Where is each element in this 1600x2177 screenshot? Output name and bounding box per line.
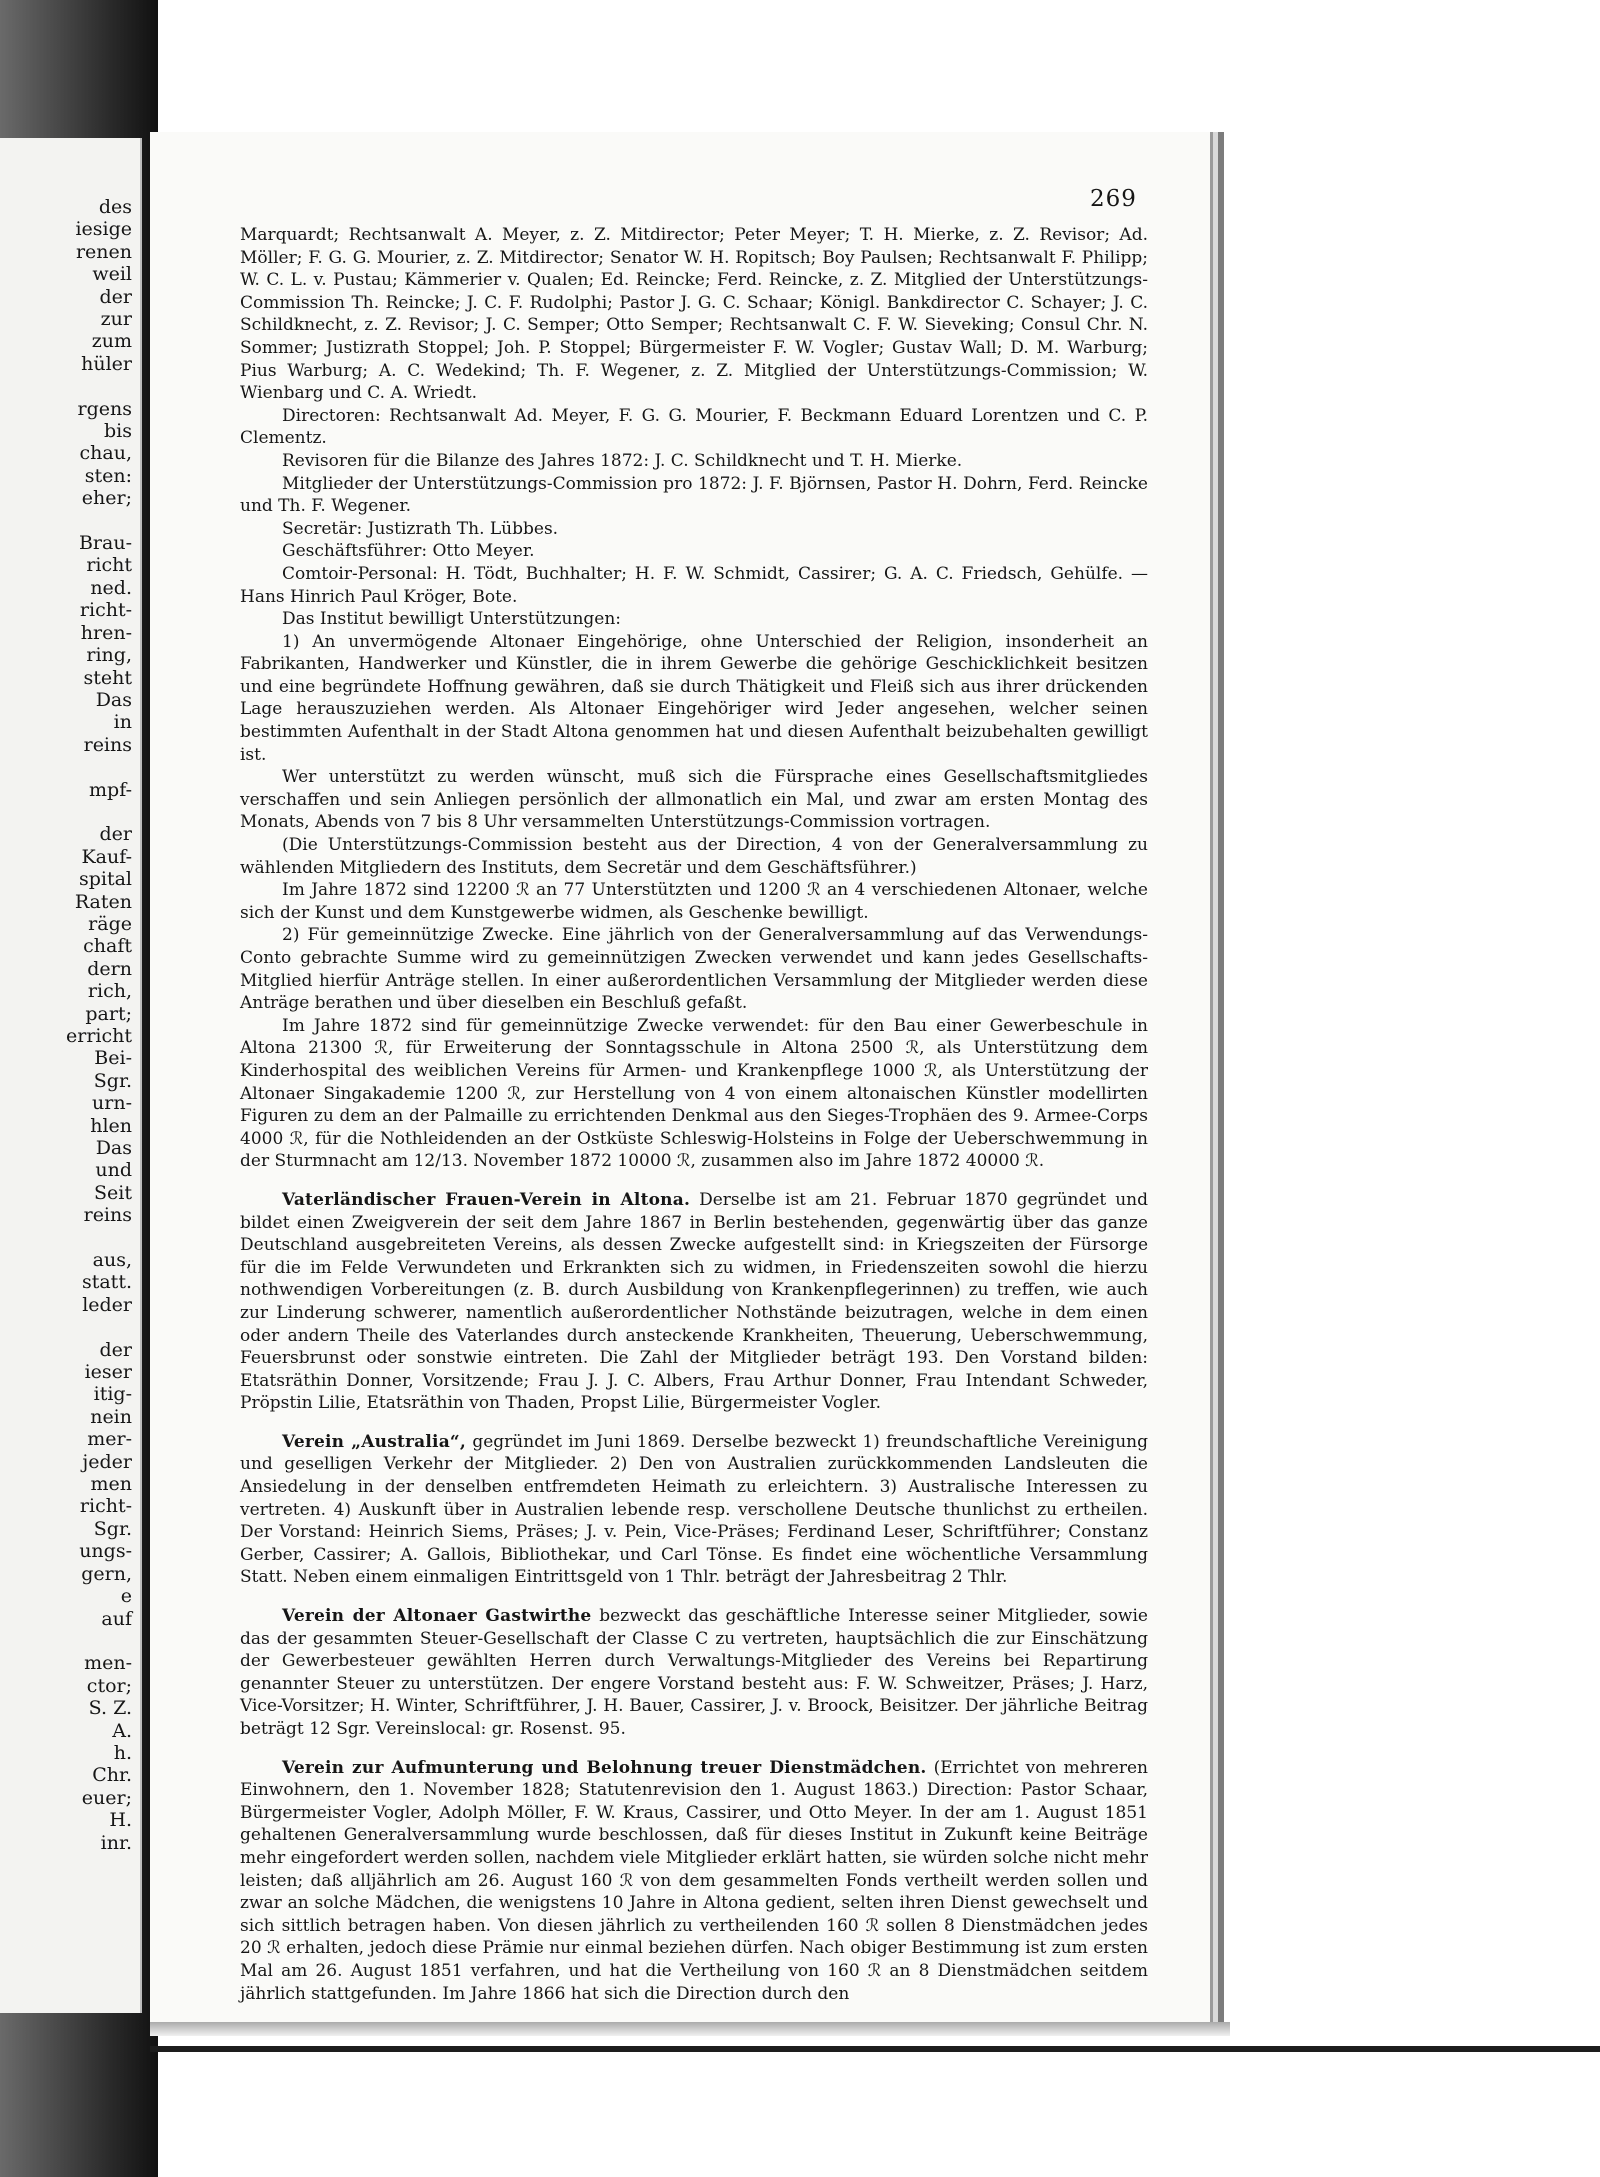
left-page-line: urn-	[92, 1092, 132, 1115]
paragraph-commission: Mitglieder der Unterstützungs-Commission pro 1872: J. F. Björnsen, Pastor H. Dohrn, Ferd. Reincke und Th. F. Wegener.	[240, 473, 1148, 517]
left-page-line: sten:	[84, 464, 132, 487]
left-page-line: rgens	[77, 397, 132, 420]
left-page-line: ned.	[90, 576, 132, 599]
left-page-line: ring,	[86, 644, 132, 667]
left-page-line: zum	[91, 330, 132, 353]
paragraph-application: Wer unterstützt zu werden wünscht, muß sich die Fürsprache eines Gesellschaftsmitgliedes verschaffen und sein Anliegen persönlich der allmonatlich ein Mal, und zwar am ersten Montag des Monats, Abends von 7 bis 8 Uhr versammelten Unterstützungs-Commission vortragen.	[240, 767, 1148, 833]
left-page-line: renen	[75, 240, 132, 263]
paragraph-office-staff: Comtoir-Personal: H. Tödt, Buchhalter; H. F. W. Schmidt, Cassirer; G. A. C. Friedsch, Gehülfe. — Hans Hinrich Paul Kröger, Bote.	[240, 563, 1148, 607]
left-page-line: men-	[84, 1652, 132, 1675]
left-page-line: rich,	[87, 980, 132, 1003]
section-verein-australia: Verein „Australia“, gegründet im Juni 1869. Derselbe bezweckt 1) freundschaftliche Vereinigung und geselligen Verkehr der Mitglieder. 2) Den von Australien zurückkommenden Landsleuten die Ansiedelung in der denselben entfremdeten Heimath zu erleichtern. 3) Australische Interessen zu vertreten. 4) Auskunft über in Australien lebende resp. verschollene Deutsche thunlichst zu ertheilen. Der Vorstand: Heinrich Siems, Präses; J. v. Pein, Vice-Präses; Ferdinand Leser, Schriftführer; Constanz Gerber, Cassirer; A. Gallois, Bibliothekar, und Carl Tönse. Es findet eine wöchentliche Versammlung Statt. Neben einem einmaligen Eintrittsgeld von 1 Thlr. beträgt der Jahresbeitrag 2 Thlr.	[240, 1431, 1149, 1588]
left-page-line: h.	[113, 1741, 132, 1764]
left-page-line: part;	[85, 1002, 132, 1025]
left-page-line: des	[98, 196, 132, 218]
left-page-line: leder	[82, 1293, 132, 1316]
paragraph-support-intro: Das Institut bewilligt Unterstützungen:	[282, 609, 622, 630]
left-page-line: men	[90, 1473, 132, 1496]
left-page-line: S. Z.	[88, 1697, 132, 1720]
left-page-line: Sgr.	[93, 1517, 132, 1540]
left-page-line: ungs-	[79, 1540, 132, 1563]
page-body-text	[240, 224, 1148, 2005]
left-page-line: H.	[109, 1809, 132, 1832]
left-page-line: hüler	[81, 352, 132, 375]
left-page-line: chaft	[83, 935, 132, 958]
left-page-line: zur	[100, 308, 132, 331]
left-page-line: der	[99, 823, 132, 846]
paragraph-members-list: Marquardt; Rechtsanwalt A. Meyer, z. Z. Mitdirector; Peter Meyer; T. H. Mierke, z. Z. Revisor; Ad. Möller; F. G. G. Mourier, z. Z. Mitdirector; Senator W. H. Ropitsch; Boy Paulsen; Rechtsanwalt F. Philipp; W. C. L. v. Pustau; Kämmerier v. Qualen; Ed. Reincke; Ferd. Reincke, z. Z. Mitglied der Unterstützungs-Commission Th. Reincke; J. C. F. Rudolphi; Pastor J. G. C. Schaar; Königl. Bankdirector C. Schayer; J. C. Schildknecht, z. Z. Revisor; J. C. Semper; Otto Semper; Rechtsanwalt C. F. W. Sieveking; Consul Chr. N. Sommer; Justizrath Stoppel; Joh. P. Stoppel; Bürgermeister F. W. Vogler; Gustav Wall; D. M. Warburg; Pius Warburg; A. C. Wedekind; Th. F. Wegener, z. Z. Mitglied der Unterstützungs-Commission; W. Wienbarg und C. A. Wriedt.	[240, 225, 1148, 404]
left-page-line	[0, 756, 132, 778]
section-dienstmaedchen: Verein zur Aufmunterung und Belohnung treuer Dienstmädchen. (Errichtet von mehreren Einwohnern, den 1. November 1828; Statutenrevision den 1. August 1863.) Direction: Pastor Schaar, Bürgermeister Vogler, Adolph Möller, F. W. Kraus, Cassirer, und Otto Meyer. In der am 1. August 1851 gehaltenen Generalversammlung wurde beschlossen, daß für dieses Institut in Zukunft keine Beiträge mehr eingefordert werden sollen, nachdem viele Mitglieder erklärt hatten, sie würden solche nicht mehr leisten; daß alljährlich am 26. August 160 ℛ︀ von dem gesammelten Fonds vertheilt werden sollen und zwar an solche Mädchen, die wenigstens 10 Jahre in Altona gedient, selten ihren Dienst gewechselt und sich sittlich betragen haben. Von diesen jährlich zu vertheilenden 160 ℛ︀ sollen 8 Dienstmädchen jedes 20 ℛ︀ erhalten, jedoch diese Prämie nur einmal beziehen dürfen. Nach obiger Bestimmung ist zum ersten Mal am 26. August 1851 verfahren, und hat die Vertheilung von 160 ℛ︀ an 8 Dienstmädchen seitdem jährlich stattgefunden. Im Jahre 1866 hat sich die Direction durch den	[240, 1757, 1148, 2004]
left-page-line: räge	[88, 912, 132, 935]
left-page-line: Das	[95, 1137, 132, 1159]
left-page-line: euer;	[81, 1786, 132, 1809]
left-page-line: richt	[86, 554, 132, 577]
left-page-line: reins	[83, 733, 132, 756]
left-page-line	[0, 1316, 132, 1338]
left-page-line: weil	[92, 263, 132, 286]
paragraph-secretary: Secretär: Justizrath Th. Lübbes.	[282, 518, 559, 539]
section-gastwirthe: Verein der Altonaer Gastwirthe bezweckt das geschäftliche Interesse seiner Mitglieder, sowie das der gesammten Steuer-Gesellschaft der Classe C zu vertreten, hauptsächlich die zur Einschätzung der Gewerbesteuer gewählten Herren durch Verwaltungs-Mitglieder des Vereins bei Repartirung genannter Steuer zu unterstützen. Der engere Vorstand besteht aus: F. W. Schweitzer, Präses; J. Harz, Vice-Vorsitzer; H. Winter, Schriftführer, J. H. Bauer, Cassirer, J. v. Broock, Beisitzer. Der jährliche Beitrag beträgt 12 Sgr. Vereinslocal: gr. Rosenst. 95.	[240, 1606, 1148, 1739]
left-page-line: mer-	[87, 1428, 132, 1451]
left-page-line: Brau-	[78, 532, 132, 555]
paragraph-support-2: 2) Für gemeinnützige Zwecke. Eine jährlich von der Generalversammlung auf das Verwendungs-Conto gebrachte Summe wird zu gemeinnützigen Zwecken verwendet und kann jedes Gesellschafts-Mitglied hierfür Anträge stellen. In einer außerordentlichen Versammlung der Mitglieder werden diese Anträge berathen und über dieselben ein Beschluß gefaßt.	[240, 925, 1148, 1014]
left-page-line: dern	[87, 957, 132, 980]
left-page-line: eher;	[81, 487, 132, 510]
left-page-line: Bei-	[94, 1047, 132, 1070]
left-page-line: nein	[90, 1405, 132, 1428]
left-page-line	[0, 375, 132, 397]
left-page-line: itig-	[93, 1383, 132, 1406]
left-page-line: der	[99, 285, 132, 308]
left-page-line: gern,	[81, 1562, 132, 1585]
left-page-line: iesige	[75, 218, 132, 241]
paragraph-1872-grants: Im Jahre 1872 sind 12200 ℛ︀ an 77 Unterstützten und 1200 ℛ︀ an 4 verschiedenen Altonaer, welche sich der Kunst und dem Kunstgewerbe widmen, als Geschenke bewilligt.	[240, 880, 1148, 923]
left-page-line	[0, 1630, 132, 1652]
left-page-line: in	[113, 711, 132, 734]
left-page-line: ieser	[84, 1361, 132, 1384]
left-page-line	[0, 510, 132, 532]
page-number: 269	[1090, 186, 1137, 212]
paragraph-directors: Directoren: Rechtsanwalt Ad. Meyer, F. G. G. Mourier, F. Beckmann Eduard Lorentzen und C. P. Clementz.	[240, 405, 1148, 449]
left-page-line: inr.	[100, 1831, 132, 1854]
paragraph-commission-note: (Die Unterstützungs-Commission besteht aus der Direction, 4 von der Generalversammlung zu wählenden Mitgliedern des Instituts, dem Secretär und dem Geschäftsführer.)	[240, 835, 1148, 878]
left-page-line: chau,	[79, 442, 132, 465]
left-page-line: e	[120, 1585, 132, 1608]
paragraph-1872-purposes: Im Jahre 1872 sind für gemeinnützige Zwecke verwendet: für den Bau einer Gewerbeschule in Altona 21300 ℛ︀, für Erweiterung der Sonntagsschule in Altona 2500 ℛ︀, als Unterstützung dem Kinderhospital des weiblichen Vereins für Armen- und Krankenpflege 1000 ℛ︀, als Unterstützung der Altonaer Singakademie 1200 ℛ︀, zur Herstellung von 4 von einem altonaischen Künstler modellirten Figuren zu dem an der Palmaille zu errichtenden Denkmal aus den Sieges-Trophäen des 9. Armee-Corps 4000 ℛ︀, für die Nothleidenden an der Ostküste Schleswig-Holsteins in Folge der Ueberschwemmung in der Sturmnacht am 12/13. November 1872 10000 ℛ︀, zusammen also im Jahre 1872 40000 ℛ︀.	[240, 1015, 1148, 1172]
left-page-line: Sgr.	[93, 1069, 132, 1092]
left-page-line: Raten	[74, 890, 132, 913]
left-page-line-ends	[0, 196, 132, 1854]
page-bottom-edge	[150, 2022, 1230, 2036]
left-page-line: auf	[101, 1607, 132, 1630]
section-frauen-verein: Vaterländischer Frauen-Verein in Altona. Derselbe ist am 21. Februar 1870 gegründet und bildet einen Zweigverein der seit dem Jahre 1867 in Berlin bestehenden, gegenwärtig über das ganze Deutschland ausgebreiteten Vereins, als dessen Zwecke aufgestellt sind: in Kriegszeiten der Fürsorge für die im Felde Verwundeten und Erkrankten sich zu widmen, in Friedenszeiten sowohl die hierzu nothwendigen Vorbereitungen (z. B. durch Ausbildung von Krankenpflegerinnen) zu treffen, wie auch zur Linderung schwerer, namentlich außerordentlicher Nothstände beizutragen, welche in dem einen oder andern Theile des Vaterlandes durch ansteckende Krankheiten, Theuerung, Ueberschwemmung, Feuersbrunst oder sonstwie eintreten. Die Zahl der Mitglieder beträgt 193. Den Vorstand bilden: Etatsräthin Donner, Vorsitzende; Frau J. J. C. Albers, Frau Arthur Donner, Frau Intendant Schweder, Pröpstin Lilie, Etatsräthin von Thaden, Propst Lilie, Bürgermeister Vogler.	[240, 1189, 1149, 1414]
left-page-line: Kauf-	[81, 845, 132, 868]
left-page-line: spital	[78, 868, 132, 891]
left-page-line: der	[99, 1338, 132, 1361]
left-page-line: bis	[104, 420, 132, 443]
paragraph-support-1: 1) An unvermögende Altonaer Eingehörige, ohne Unterschied der Religion, insonderheit an Fabrikanten, Handwerker und Künstler, die in ihrem Gewerbe die gehörige Geschicklichkeit besitzen und eine begründete Hoffnung gewähren, daß sie durch Thätigkeit und Fleiß sich aus ihrer drückenden Lage herauszuziehen werden. Als Altonaer Eingehöriger wird Jeder angesehen, welcher seinen bestimmten Aufenthalt in der Stadt Altona genommen hat und diesen Aufenthalt beizubehalten gewilligt ist.	[240, 631, 1148, 765]
scanner-bottom-rule	[150, 2046, 1600, 2052]
left-page-line: Chr.	[92, 1764, 132, 1787]
left-page-line: steht	[83, 666, 132, 689]
left-page-fragment	[0, 138, 142, 2013]
left-page-line: ctor;	[86, 1674, 132, 1697]
left-page-line: jeder	[82, 1450, 132, 1473]
left-page-line: aus,	[92, 1249, 132, 1272]
left-page-line: und	[95, 1159, 132, 1182]
left-page-line	[0, 801, 132, 823]
left-page-line: statt.	[81, 1271, 132, 1294]
left-page-line	[0, 1227, 132, 1249]
left-page-line: erricht	[66, 1024, 132, 1047]
section-heading: Vaterländischer Frauen-Verein in Altona.	[282, 1189, 691, 1210]
left-page-line: hlen	[90, 1114, 132, 1137]
left-page-line: hren-	[80, 621, 132, 644]
section-heading: Verein zur Aufmunterung und Belohnung treuer Dienstmädchen.	[282, 1757, 927, 1778]
left-page-line: reins	[83, 1204, 132, 1227]
left-page-line: Das	[95, 688, 132, 711]
left-page-line: mpf-	[89, 778, 132, 801]
paragraph-auditors: Revisoren für die Bilanze des Jahres 1872: J. C. Schildknecht und T. H. Mierke.	[282, 450, 963, 471]
left-page-line: richt-	[79, 1495, 132, 1518]
paragraph-manager: Geschäftsführer: Otto Meyer.	[282, 541, 535, 562]
left-page-line: A.	[112, 1719, 132, 1742]
left-page-line: Seit	[94, 1181, 132, 1204]
left-page-line: richt-	[79, 599, 132, 622]
section-heading: Verein der Altonaer Gastwirthe	[282, 1606, 592, 1627]
section-heading: Verein „Australia“,	[282, 1431, 467, 1452]
